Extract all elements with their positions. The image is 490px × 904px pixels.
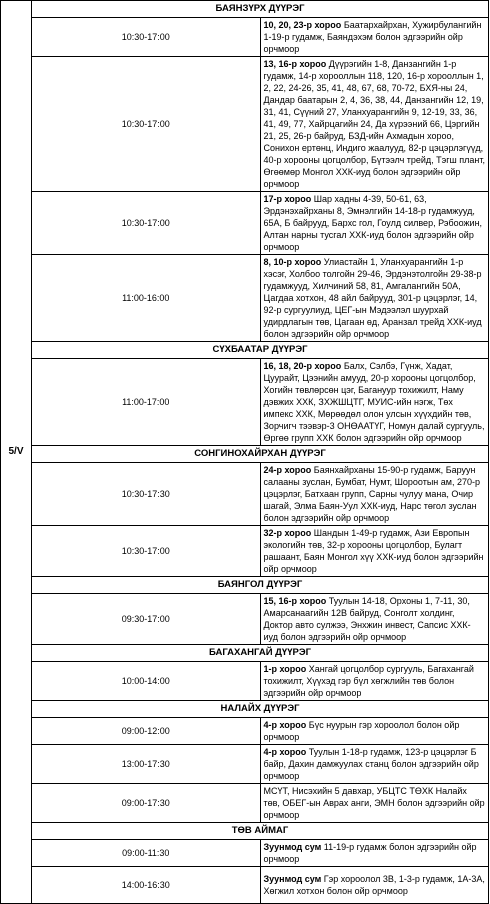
district-header: ТӨВ АЙМАГ xyxy=(32,823,489,840)
area-description-cell xyxy=(260,463,489,526)
schedule-row xyxy=(1,526,489,577)
schedule-row xyxy=(1,57,489,192)
area-details: Баатархайрхан, Хужирбулангийн 1-19-р гудамж, Баяндэхэм болон эдгээрийн ойр орчмоор xyxy=(263,20,482,54)
area-name: 1-р хороо xyxy=(263,664,307,674)
time-cell: 10:30-17:00 xyxy=(32,57,261,192)
area-name: 8, 10-р хороо xyxy=(263,257,322,267)
district-header-row xyxy=(1,823,489,840)
area-name: 17-р хороо xyxy=(263,194,312,204)
schedule-row xyxy=(1,594,489,645)
area-description-cell xyxy=(260,594,489,645)
district-header: БАЯНГОЛ ДҮҮРЭГ xyxy=(32,577,489,594)
area-name: 10, 20, 23-р хороо xyxy=(263,20,342,30)
area-name: 32-р хороо xyxy=(263,528,312,538)
area-name: 15, 16-р хороо xyxy=(263,596,327,606)
schedule-row xyxy=(1,463,489,526)
area-description-cell xyxy=(260,784,489,823)
time-cell: 09:00-17:30 xyxy=(32,784,261,823)
schedule-row xyxy=(1,867,489,904)
area-name: 16, 18, 20-р хороо xyxy=(263,361,342,371)
area-description-cell xyxy=(260,718,489,745)
time-cell: 14:00-16:30 xyxy=(32,867,261,904)
district-header: СОНГИНОХАЙРХАН ДҮҮРЭГ xyxy=(32,446,489,463)
district-header: БАГАХАНГАЙ ДҮҮРЭГ xyxy=(32,645,489,662)
time-cell: 10:00-14:00 xyxy=(32,662,261,701)
area-details: Балх, Сэлбэ, Гүнж, Хадат, Цуурайт, Цээнийн амууд, 20-р хорооны цогцолбор, Хогийн төвлөрсөн цэг, Багануур тохижилт, Наму дэвжих ХХК, ЗХЖШЦТГ, МУИС-ийн нэгж, Төх импекс ХХК, Мөрөөдөл олон улсын хүүхдийн төв, Зорчигч тээвэр-3 ОНӨААТҮГ, Номун далай сургууль, Өргөө групп ХХК болон эдгээрийн ойр орчмоор xyxy=(263,361,485,443)
area-details: Туулын 1-18-р гудамж, 123-р цэцэрлэг Б байр, Дахин дамжуулах станц болон эдгээрийн ойр орчмоор xyxy=(263,747,479,781)
time-cell: 10:30-17:30 xyxy=(32,463,261,526)
area-details: Хангай цогцолбор сургууль, Багахангай тохижилт, Хүүхэд гэр бүл хөгжлийн төв болон эдгээрийн ойр орчмоор xyxy=(263,664,474,698)
time-cell: 11:00-16:00 xyxy=(32,255,261,342)
area-name: 4-р хороо xyxy=(263,747,307,757)
area-name: Зуунмод сум xyxy=(263,874,322,884)
time-cell: 13:00-17:30 xyxy=(32,745,261,784)
schedule-row xyxy=(1,255,489,342)
area-details: Баянхайрханы 15-90-р гудамж, Баруун салааны зуслан, Бумбат, Нумт, Шороотын ам, 270-р цэцэрлэг, Батхаан групп, Сарны чулуу мана, Очир шагай, Элма Баян-Уул ХХК-иуд, Нарс төгол зуслан болон эдгээрийн ойр орчмоор xyxy=(263,465,480,523)
schedule-row xyxy=(1,840,489,867)
area-name: 24-р хороо xyxy=(263,465,312,475)
area-name: Зуунмод сум xyxy=(263,842,322,852)
district-header: БАЯНЗҮРХ ДҮҮРЭГ xyxy=(32,1,489,18)
district-header-row xyxy=(1,1,489,18)
date-cell: 5/V xyxy=(1,1,32,904)
schedule-row xyxy=(1,784,489,823)
area-name: 4-р хороо xyxy=(263,720,307,730)
area-details: Шандын 1-49-р гудамж, Ази Европын экологийн төв, 32-р хорооны цогцолбор, Булагт рашаант, Баян Монгол хүү ХХК-иуд болон эдгээрийн ойр орчмоор xyxy=(263,528,484,574)
area-details: 11-19-р гудамж болон эдгээрийн ойр орчмоор xyxy=(263,842,477,864)
area-description-cell xyxy=(260,840,489,867)
area-description-cell xyxy=(260,526,489,577)
area-details: Гэр хороолол 3В, 1-3-р гудамж, 1А-3А, Хөгжил хотхон болон ойр орчмоор xyxy=(263,874,485,896)
area-details: Туулын 14-18, Орхоны 1, 7-11, 30, Амарсанаагийн 12В байруд, Сонголт холдинг, Доктор авто сулжээ, Энхжин инвест, Сапсис ХХК-иуд болон эдгээрийн ойр орчмоор xyxy=(263,596,471,642)
area-description-cell xyxy=(260,745,489,784)
time-cell: 09:30-17:00 xyxy=(32,594,261,645)
area-details: Улиастайн 1, Уланхуарангийн 1-р хэсэг, Холбоо толгойн 29-46, Эрдэнэтолгойн 29-38-р гудамжууд, Хилчиний 58, 81, Амгалангийн 50А, Цагдаа хотхон, 48 айл байрууд, 301-р цэцэрлэг, 14, 92-р сургуулиуд, ЦЕГ-ын Мэдээлэл шуурхай удирдлагын төв, Цагаан өд, Аранзал трейд ХХК-иуд болон эдгээрийн ойр орчмоор xyxy=(263,257,482,339)
time-cell: 11:00-17:00 xyxy=(32,359,261,446)
district-header-row xyxy=(1,645,489,662)
time-cell: 10:30-17:00 xyxy=(32,192,261,255)
schedule-row xyxy=(1,18,489,57)
schedule-row xyxy=(1,662,489,701)
district-header-row xyxy=(1,577,489,594)
area-description-cell xyxy=(260,662,489,701)
area-description-cell xyxy=(260,255,489,342)
area-details: Шар хадны 4-39, 50-61, 63, Эрдэнэхайрханы 8, Эмнэлгийн 14-18-р гудамжууд, 65А, Б байрууд, Бархс гол, Гоулд силвер, Рэбоожин, Алтан нарны тусгал ХХК-иуд болон эдгээрийн ойр орчмоор xyxy=(263,194,483,252)
district-header: НАЛАЙХ ДҮҮРЭГ xyxy=(32,701,489,718)
area-description-cell xyxy=(260,867,489,904)
area-details: МСҮТ, Нисэхийн 5 давхар, УБЦТС ТӨХК Налайх төв, ОБЕГ-ын Аврах анги, ЭМН болон эдгээрийн ойр орчмоор xyxy=(263,786,485,820)
time-cell: 09:00-11:30 xyxy=(32,840,261,867)
area-details: Дүүрэгийн 1-8, Данзангийн 1-р гудамж, 14-р хорооллын 118, 120, 16-р хорооллын 1, 2, 22, 24-26, 35, 41, 48, 67, 68, 70-72, БХЯ-ны 24, Дандар баатарын 2, 4, 36, 38, 44, Данзангийн 12, 19, 31, 41, Сүүний 27, Уланхуарангийн 9, 12-19, 33, 36, 41, 49, 77, Хайрцагийн 24, Да хүрээний 66, Цэргийн 21, 25, 26-р байруд, БЗД-ийн Ахмадын хороо, Сонихон ертөнц, Индиго жаалууд, 82-р цэцэрлэгүүд, 40-р хорооны цогцолбор, Бүтээлч трейд, Тэгш плант, Өгөөмөр Монгол ХХК-иуд болон эдгээрийн ойр орчмоор xyxy=(263,59,485,189)
area-description-cell xyxy=(260,57,489,192)
area-details: Бүс нуурын гэр хороолол болон ойр орчмоор xyxy=(263,720,460,742)
district-header-row xyxy=(1,446,489,463)
schedule-row xyxy=(1,192,489,255)
area-description-cell xyxy=(260,192,489,255)
time-cell: 10:30-17:00 xyxy=(32,18,261,57)
area-description-cell xyxy=(260,18,489,57)
time-cell: 09:00-12:00 xyxy=(32,718,261,745)
area-description-cell xyxy=(260,359,489,446)
district-header-row xyxy=(1,342,489,359)
area-name: 13, 16-р хороо xyxy=(263,59,327,69)
schedule-row xyxy=(1,745,489,784)
time-cell: 10:30-17:00 xyxy=(32,526,261,577)
schedule-row xyxy=(1,359,489,446)
district-header: СҮХБААТАР ДҮҮРЭГ xyxy=(32,342,489,359)
district-header-row xyxy=(1,701,489,718)
schedule-row xyxy=(1,718,489,745)
